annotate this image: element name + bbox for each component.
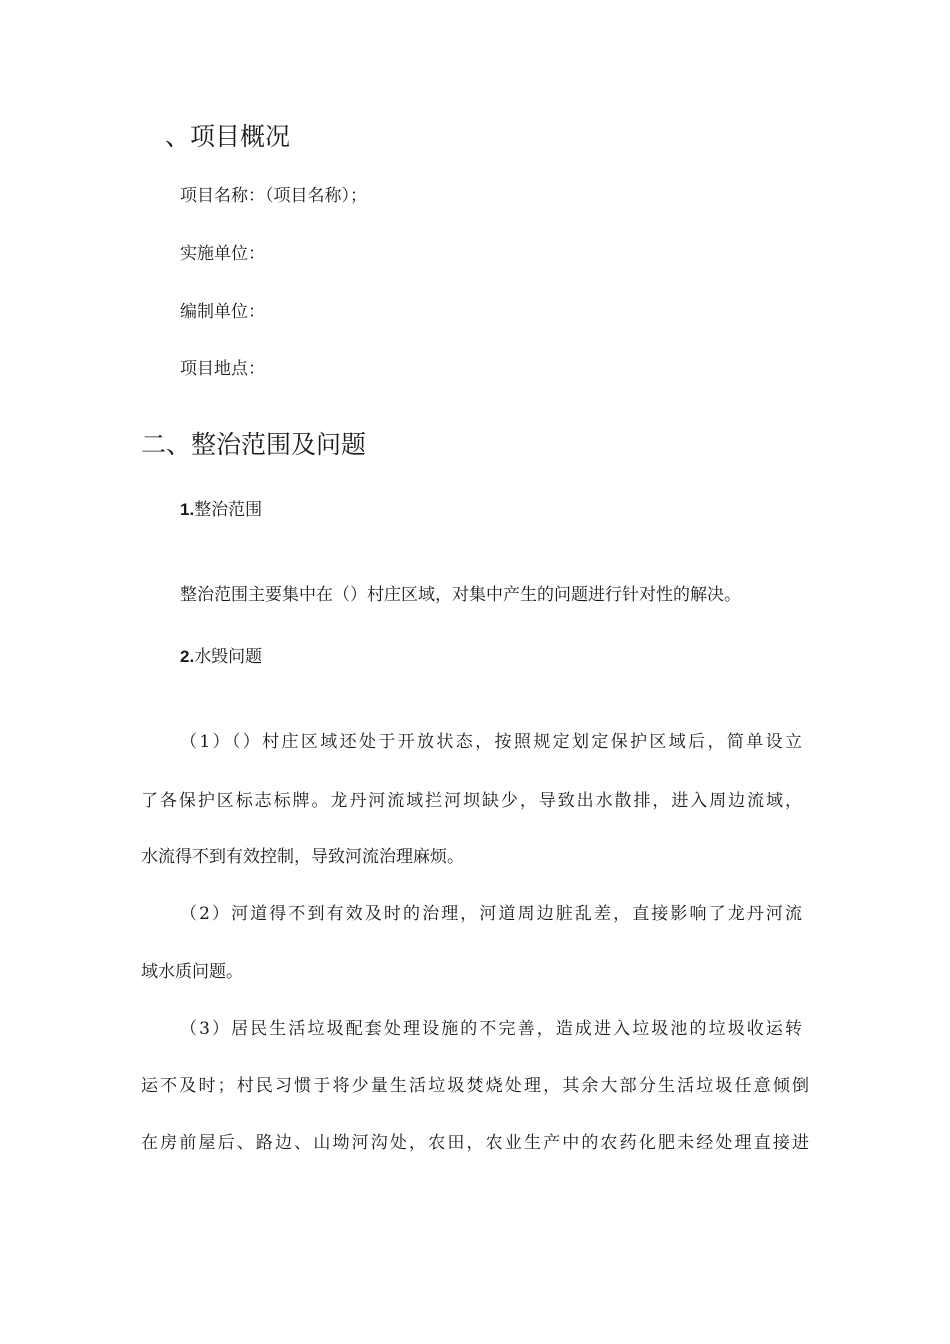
paragraph-1-line-1: （1）（）村庄区域还处于开放状态，按照规定划定保护区域后，简单设立 — [180, 732, 802, 752]
subheading-water-damage-title: 水毁问题 — [194, 647, 263, 667]
paragraph-1-line-3: 水流得不到有效控制，导致河流治理麻烦。 — [141, 847, 464, 867]
field-project-location: 项目地点： — [180, 359, 265, 379]
paragraph-1-line-2: 了各保护区标志标牌。龙丹河流域拦河坝缺少，导致出水散排，进入周边流域， — [141, 791, 802, 811]
paragraph-3-line-1: （3）居民生活垃圾配套处理设施的不完善，造成进入垃圾池的垃圾收运转 — [180, 1019, 802, 1039]
subheading-scope-number: 1. — [180, 500, 195, 519]
subheading-scope — [180, 498, 262, 522]
paragraph-2-line-2: 域水质问题。 — [141, 962, 243, 982]
field-compiling-unit: 编制单位： — [180, 302, 265, 322]
field-implementing-unit: 实施单位： — [180, 244, 265, 264]
subheading-scope-title: 整治范围 — [194, 500, 263, 520]
section-heading-project-overview: 、项目概况 — [165, 122, 291, 151]
paragraph-2-line-1: （2）河道得不到有效及时的治理，河道周边脏乱差，直接影响了龙丹河流 — [180, 904, 802, 924]
subheading-water-damage — [180, 645, 262, 669]
paragraph-3-line-3: 在房前屋后、路边、山坳河沟处，农田，农业生产中的农药化肥未经处理直接进 — [141, 1133, 809, 1153]
scope-paragraph: 整治范围主要集中在（）村庄区域，对集中产生的问题进行针对性的解决。 — [180, 585, 741, 605]
subheading-water-damage-number: 2. — [180, 647, 195, 666]
section-heading-remediation-scope: 二、整治范围及问题 — [141, 430, 367, 459]
paragraph-3-line-2: 运不及时；村民习惯于将少量生活垃圾焚烧处理，其余大部分生活垃圾任意倾倒 — [141, 1076, 809, 1096]
field-project-name: 项目名称：（项目名称）； — [180, 186, 367, 206]
